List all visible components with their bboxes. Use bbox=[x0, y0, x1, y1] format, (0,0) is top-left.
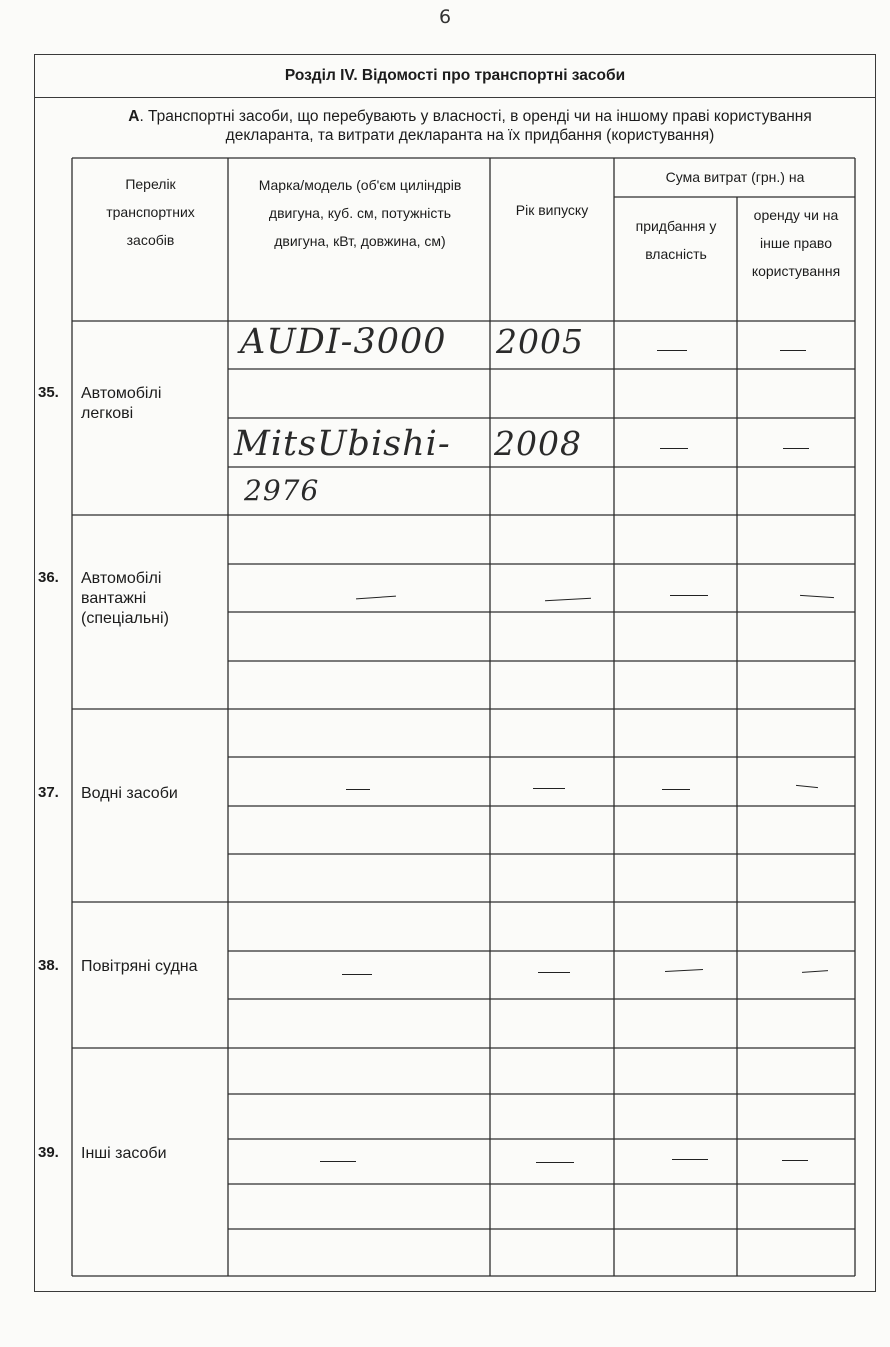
dash-mark bbox=[533, 788, 565, 789]
dash-mark bbox=[672, 1159, 708, 1160]
dash-mark bbox=[782, 1160, 808, 1161]
handwritten-car1-model: AUDI-3000 bbox=[240, 322, 447, 362]
dash-mark bbox=[657, 350, 687, 351]
row-label-trucks: Автомобілі вантажні (спеціальні) bbox=[81, 570, 169, 627]
header-expenses: Сума витрат (грн.) на bbox=[665, 169, 805, 185]
dash-mark bbox=[670, 595, 708, 596]
dash-mark bbox=[783, 448, 809, 449]
dash-mark bbox=[660, 448, 688, 449]
dash-mark bbox=[346, 789, 370, 790]
row-number-38: 38. bbox=[38, 957, 59, 974]
row-number-39: 39. bbox=[38, 1144, 59, 1161]
handwritten-car2-year: 2008 bbox=[494, 424, 582, 463]
handwritten-car1-year: 2005 bbox=[496, 322, 584, 361]
dash-mark bbox=[538, 972, 570, 973]
handwritten-car2-model: MitsUbishi- bbox=[234, 424, 451, 464]
row-label-cars: Автомобілі легкові bbox=[81, 385, 162, 422]
subsection-letter: А bbox=[128, 108, 140, 125]
subsection-text-line2: декларанта, та витрати декларанта на їх придбання (користування) bbox=[225, 127, 715, 144]
row-label-other: Інші засоби bbox=[81, 1145, 167, 1162]
dash-mark bbox=[662, 789, 690, 790]
row-number-37: 37. bbox=[38, 784, 59, 801]
row-label-water: Водні засоби bbox=[81, 785, 178, 802]
row-label-aircraft: Повітряні судна bbox=[81, 958, 198, 975]
header-brand-model: Марка/модель (об'єм циліндрів двигуна, куб. см, потужність двигуна, кВт, довжина, см) bbox=[258, 177, 462, 249]
subsection-text-line1: . Транспортні засоби, що перебувають у власності, в оренді чи на іншому праві користування bbox=[139, 108, 812, 125]
header-vehicle-list: Перелік транспортних засобів bbox=[106, 176, 195, 248]
subsection-heading bbox=[75, 107, 865, 145]
dash-mark bbox=[342, 974, 372, 975]
page-number: 6 bbox=[438, 6, 452, 28]
header-purchase: придбання у власність bbox=[635, 218, 717, 262]
dash-mark bbox=[320, 1161, 356, 1162]
row-number-35: 35. bbox=[38, 384, 59, 401]
dash-mark bbox=[780, 350, 806, 351]
handwritten-car2-model-cont: 2976 bbox=[244, 474, 320, 507]
row-number-36: 36. bbox=[38, 569, 59, 586]
dash-mark bbox=[536, 1162, 574, 1163]
header-rent: оренду чи на інше право користування bbox=[751, 207, 841, 279]
header-year: Рік випуску bbox=[515, 202, 589, 218]
section-title: Розділ IV. Відомості про транспортні засоби bbox=[35, 55, 875, 98]
